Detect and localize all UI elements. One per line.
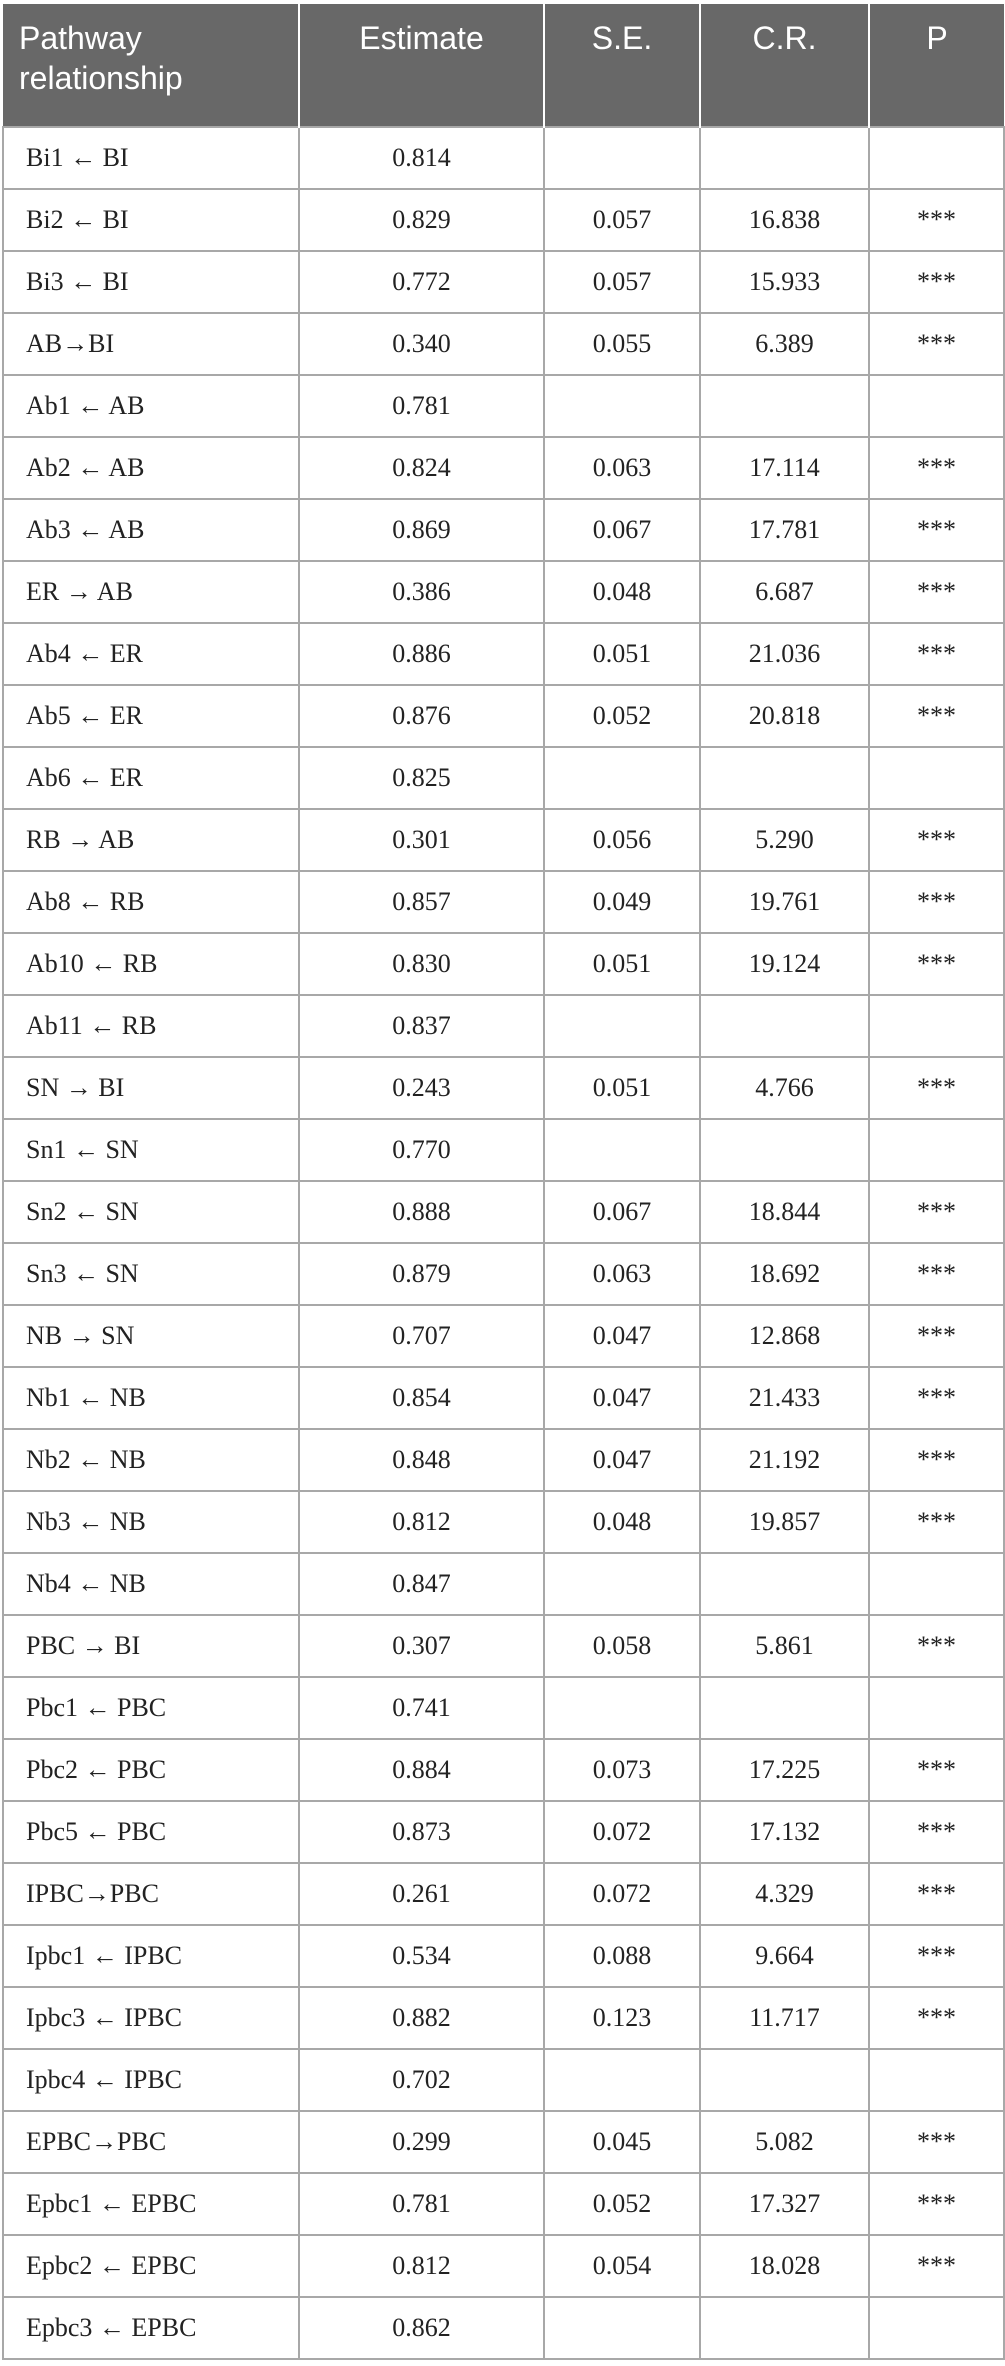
table-row <box>3 809 1004 871</box>
cell-pathway: Sn3 ← SN <box>3 1243 299 1305</box>
cell-p: *** <box>869 1305 1004 1367</box>
cell-cr: 4.329 <box>700 1863 869 1925</box>
table-row <box>3 1305 1004 1367</box>
cell-estimate: 0.781 <box>299 2173 544 2235</box>
cell-estimate: 0.814 <box>299 127 544 189</box>
cell-se: 0.045 <box>544 2111 700 2173</box>
cell-se: 0.072 <box>544 1801 700 1863</box>
cell-se: 0.051 <box>544 1057 700 1119</box>
cell-p <box>869 375 1004 437</box>
cell-pathway: Nb1 ← NB <box>3 1367 299 1429</box>
cell-pathway: NB → SN <box>3 1305 299 1367</box>
cell-cr <box>700 1553 869 1615</box>
cell-cr: 15.933 <box>700 251 869 313</box>
cell-estimate: 0.386 <box>299 561 544 623</box>
cell-estimate: 0.873 <box>299 1801 544 1863</box>
table-row <box>3 1553 1004 1615</box>
table-row <box>3 1677 1004 1739</box>
cell-p: *** <box>869 313 1004 375</box>
cell-p: *** <box>869 1739 1004 1801</box>
table-row <box>3 871 1004 933</box>
cell-pathway: Pbc1 ← PBC <box>3 1677 299 1739</box>
cell-p: *** <box>869 2173 1004 2235</box>
cell-estimate: 0.829 <box>299 189 544 251</box>
cell-pathway: AB→BI <box>3 313 299 375</box>
cell-pathway: Bi2 ← BI <box>3 189 299 251</box>
cell-cr: 17.225 <box>700 1739 869 1801</box>
cell-se: 0.088 <box>544 1925 700 1987</box>
cell-estimate: 0.884 <box>299 1739 544 1801</box>
cell-estimate: 0.830 <box>299 933 544 995</box>
cell-se: 0.054 <box>544 2235 700 2297</box>
cell-estimate: 0.707 <box>299 1305 544 1367</box>
table-row <box>3 2173 1004 2235</box>
cell-se: 0.073 <box>544 1739 700 1801</box>
cell-cr: 17.781 <box>700 499 869 561</box>
header-pathway: Pathway relationship <box>3 4 299 127</box>
cell-se <box>544 2297 700 2359</box>
cell-estimate: 0.886 <box>299 623 544 685</box>
cell-pathway: Epbc2 ← EPBC <box>3 2235 299 2297</box>
cell-p <box>869 747 1004 809</box>
table-row <box>3 1863 1004 1925</box>
cell-estimate: 0.825 <box>299 747 544 809</box>
cell-p <box>869 2049 1004 2111</box>
cell-se: 0.057 <box>544 189 700 251</box>
cell-se: 0.049 <box>544 871 700 933</box>
cell-cr: 19.761 <box>700 871 869 933</box>
table-row <box>3 437 1004 499</box>
cell-pathway: RB → AB <box>3 809 299 871</box>
cell-cr: 5.290 <box>700 809 869 871</box>
cell-se <box>544 2049 700 2111</box>
cell-pathway: Ipbc1 ← IPBC <box>3 1925 299 1987</box>
cell-estimate: 0.854 <box>299 1367 544 1429</box>
header-estimate: Estimate <box>299 4 544 127</box>
cell-pathway: Ab6 ← ER <box>3 747 299 809</box>
cell-p: *** <box>869 1987 1004 2049</box>
cell-se: 0.058 <box>544 1615 700 1677</box>
table-row <box>3 251 1004 313</box>
cell-pathway: Ipbc4 ← IPBC <box>3 2049 299 2111</box>
cell-pathway: Nb4 ← NB <box>3 1553 299 1615</box>
cell-se <box>544 747 700 809</box>
cell-p <box>869 127 1004 189</box>
cell-p <box>869 2297 1004 2359</box>
cell-pathway: Ab11 ← RB <box>3 995 299 1057</box>
cell-cr: 5.861 <box>700 1615 869 1677</box>
cell-p <box>869 995 1004 1057</box>
cell-estimate: 0.741 <box>299 1677 544 1739</box>
cell-se: 0.123 <box>544 1987 700 2049</box>
cell-se: 0.052 <box>544 685 700 747</box>
cell-se <box>544 1677 700 1739</box>
cell-p <box>869 1553 1004 1615</box>
cell-se: 0.051 <box>544 623 700 685</box>
cell-p: *** <box>869 437 1004 499</box>
cell-estimate: 0.879 <box>299 1243 544 1305</box>
header-row <box>3 4 1004 127</box>
cell-cr: 9.664 <box>700 1925 869 1987</box>
cell-cr: 6.687 <box>700 561 869 623</box>
cell-estimate: 0.824 <box>299 437 544 499</box>
cell-pathway: Ab10 ← RB <box>3 933 299 995</box>
cell-se <box>544 1553 700 1615</box>
cell-pathway: PBC → BI <box>3 1615 299 1677</box>
cell-pathway: Bi3 ← BI <box>3 251 299 313</box>
cell-cr: 20.818 <box>700 685 869 747</box>
cell-se: 0.067 <box>544 499 700 561</box>
cell-p <box>869 1119 1004 1181</box>
cell-estimate: 0.882 <box>299 1987 544 2049</box>
cell-p: *** <box>869 2111 1004 2173</box>
cell-cr: 6.389 <box>700 313 869 375</box>
cell-estimate: 0.862 <box>299 2297 544 2359</box>
table-row <box>3 375 1004 437</box>
cell-cr: 17.327 <box>700 2173 869 2235</box>
cell-cr: 17.132 <box>700 1801 869 1863</box>
table-row <box>3 1615 1004 1677</box>
cell-pathway: Ab2 ← AB <box>3 437 299 499</box>
cell-estimate: 0.837 <box>299 995 544 1057</box>
cell-se <box>544 995 700 1057</box>
table-body <box>3 127 1004 2359</box>
cell-estimate: 0.299 <box>299 2111 544 2173</box>
cell-p: *** <box>869 2235 1004 2297</box>
cell-p: *** <box>869 1367 1004 1429</box>
cell-pathway: Ab8 ← RB <box>3 871 299 933</box>
cell-estimate: 0.307 <box>299 1615 544 1677</box>
cell-se: 0.051 <box>544 933 700 995</box>
table-row <box>3 2235 1004 2297</box>
cell-pathway: Pbc5 ← PBC <box>3 1801 299 1863</box>
cell-pathway: Sn2 ← SN <box>3 1181 299 1243</box>
cell-cr <box>700 747 869 809</box>
table-row <box>3 747 1004 809</box>
cell-p: *** <box>869 809 1004 871</box>
table-row <box>3 1739 1004 1801</box>
cell-pathway: Sn1 ← SN <box>3 1119 299 1181</box>
cell-p: *** <box>869 1925 1004 1987</box>
table-row <box>3 499 1004 561</box>
cell-cr: 18.028 <box>700 2235 869 2297</box>
table-row <box>3 1491 1004 1553</box>
cell-pathway: SN → BI <box>3 1057 299 1119</box>
cell-se: 0.055 <box>544 313 700 375</box>
cell-pathway: Ab1 ← AB <box>3 375 299 437</box>
cell-pathway: Bi1 ← BI <box>3 127 299 189</box>
cell-pathway: ER → AB <box>3 561 299 623</box>
cell-se: 0.056 <box>544 809 700 871</box>
cell-pathway: Ipbc3 ← IPBC <box>3 1987 299 2049</box>
table-row <box>3 1057 1004 1119</box>
results-table-container <box>2 4 1003 2360</box>
cell-se <box>544 1119 700 1181</box>
cell-cr: 19.857 <box>700 1491 869 1553</box>
cell-p: *** <box>869 189 1004 251</box>
cell-p: *** <box>869 871 1004 933</box>
table-row <box>3 189 1004 251</box>
cell-cr <box>700 1119 869 1181</box>
cell-estimate: 0.534 <box>299 1925 544 1987</box>
cell-se: 0.072 <box>544 1863 700 1925</box>
cell-estimate: 0.857 <box>299 871 544 933</box>
cell-p: *** <box>869 685 1004 747</box>
table-row <box>3 1243 1004 1305</box>
cell-p: *** <box>869 1243 1004 1305</box>
table-row <box>3 1429 1004 1491</box>
cell-pathway: Epbc1 ← EPBC <box>3 2173 299 2235</box>
table-row <box>3 685 1004 747</box>
cell-cr: 21.192 <box>700 1429 869 1491</box>
cell-cr <box>700 995 869 1057</box>
cell-se: 0.047 <box>544 1429 700 1491</box>
cell-estimate: 0.770 <box>299 1119 544 1181</box>
table-row <box>3 1367 1004 1429</box>
cell-cr: 16.838 <box>700 189 869 251</box>
cell-p: *** <box>869 1429 1004 1491</box>
cell-estimate: 0.702 <box>299 2049 544 2111</box>
cell-pathway: Epbc3 ← EPBC <box>3 2297 299 2359</box>
cell-cr <box>700 127 869 189</box>
cell-cr: 18.692 <box>700 1243 869 1305</box>
cell-estimate: 0.772 <box>299 251 544 313</box>
cell-se: 0.063 <box>544 437 700 499</box>
table-row <box>3 623 1004 685</box>
cell-cr <box>700 375 869 437</box>
table-row <box>3 995 1004 1057</box>
cell-p: *** <box>869 1181 1004 1243</box>
cell-p: *** <box>869 1801 1004 1863</box>
table-row <box>3 561 1004 623</box>
cell-estimate: 0.812 <box>299 2235 544 2297</box>
header-p: P <box>869 4 1004 127</box>
cell-p: *** <box>869 933 1004 995</box>
cell-se: 0.052 <box>544 2173 700 2235</box>
cell-se: 0.057 <box>544 251 700 313</box>
cell-p: *** <box>869 1491 1004 1553</box>
cell-se <box>544 375 700 437</box>
cell-pathway: Nb3 ← NB <box>3 1491 299 1553</box>
cell-cr <box>700 1677 869 1739</box>
cell-estimate: 0.876 <box>299 685 544 747</box>
cell-se: 0.047 <box>544 1305 700 1367</box>
cell-cr: 21.433 <box>700 1367 869 1429</box>
table-row <box>3 1181 1004 1243</box>
table-header <box>3 4 1004 127</box>
table-row <box>3 1925 1004 1987</box>
pathway-results-table <box>2 4 1005 2360</box>
cell-estimate: 0.781 <box>299 375 544 437</box>
cell-pathway: Ab5 ← ER <box>3 685 299 747</box>
cell-p: *** <box>869 1615 1004 1677</box>
cell-cr <box>700 2297 869 2359</box>
cell-se: 0.048 <box>544 1491 700 1553</box>
cell-pathway: EPBC→PBC <box>3 2111 299 2173</box>
cell-cr: 12.868 <box>700 1305 869 1367</box>
cell-estimate: 0.243 <box>299 1057 544 1119</box>
header-se: S.E. <box>544 4 700 127</box>
cell-estimate: 0.869 <box>299 499 544 561</box>
cell-estimate: 0.847 <box>299 1553 544 1615</box>
cell-cr: 11.717 <box>700 1987 869 2049</box>
table-row <box>3 2049 1004 2111</box>
table-row <box>3 2111 1004 2173</box>
cell-pathway: IPBC→PBC <box>3 1863 299 1925</box>
table-row <box>3 127 1004 189</box>
cell-estimate: 0.261 <box>299 1863 544 1925</box>
header-cr: C.R. <box>700 4 869 127</box>
cell-pathway: Ab4 ← ER <box>3 623 299 685</box>
table-row <box>3 313 1004 375</box>
cell-cr: 21.036 <box>700 623 869 685</box>
cell-p: *** <box>869 1057 1004 1119</box>
cell-se: 0.063 <box>544 1243 700 1305</box>
cell-p: *** <box>869 623 1004 685</box>
table-row <box>3 2297 1004 2359</box>
cell-se: 0.047 <box>544 1367 700 1429</box>
cell-estimate: 0.812 <box>299 1491 544 1553</box>
table-row <box>3 1801 1004 1863</box>
cell-se <box>544 127 700 189</box>
cell-pathway: Pbc2 ← PBC <box>3 1739 299 1801</box>
cell-cr: 18.844 <box>700 1181 869 1243</box>
table-row <box>3 933 1004 995</box>
table-row <box>3 1987 1004 2049</box>
cell-estimate: 0.301 <box>299 809 544 871</box>
cell-cr <box>700 2049 869 2111</box>
cell-cr: 5.082 <box>700 2111 869 2173</box>
cell-pathway: Ab3 ← AB <box>3 499 299 561</box>
cell-cr: 17.114 <box>700 437 869 499</box>
cell-estimate: 0.888 <box>299 1181 544 1243</box>
table-row <box>3 1119 1004 1181</box>
cell-estimate: 0.848 <box>299 1429 544 1491</box>
cell-estimate: 0.340 <box>299 313 544 375</box>
cell-pathway: Nb2 ← NB <box>3 1429 299 1491</box>
cell-se: 0.048 <box>544 561 700 623</box>
cell-p: *** <box>869 499 1004 561</box>
cell-cr: 19.124 <box>700 933 869 995</box>
cell-p: *** <box>869 561 1004 623</box>
cell-p: *** <box>869 251 1004 313</box>
cell-p: *** <box>869 1863 1004 1925</box>
cell-p <box>869 1677 1004 1739</box>
cell-cr: 4.766 <box>700 1057 869 1119</box>
cell-se: 0.067 <box>544 1181 700 1243</box>
